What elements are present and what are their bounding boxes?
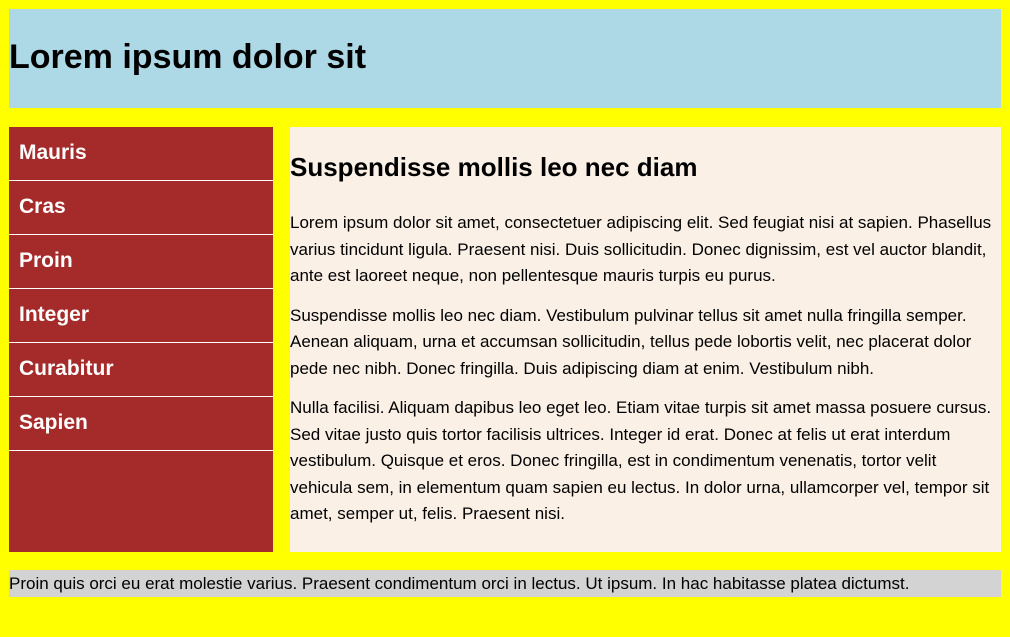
sidebar-menu: [9, 127, 273, 451]
sidebar-item-curabitur[interactable]: [9, 343, 273, 397]
sidebar-item-cras[interactable]: [9, 181, 273, 235]
sidebar-item-mauris[interactable]: [9, 127, 273, 181]
sidebar-item-label: Integer: [19, 303, 90, 326]
main-content: [290, 127, 1001, 552]
sidebar-item-label: Mauris: [19, 141, 87, 164]
sidebar-item-label: Cras: [19, 195, 66, 218]
sidebar-item-integer[interactable]: [9, 289, 273, 343]
content-paragraph: Nulla facilisi. Aliquam dapibus leo eget leo. Etiam vitae turpis sit amet massa posuere cursus. Sed vitae justo quis tortor facilisis ultrices. Integer id erat. Donec at felis ut erat interdum vestibulum. Quisque et eros. Donec fringilla, est in condimentum venenatis, tortor velit vehicula sem, in elementum quam sapien eu lectus. In dolor urna, ullamcorper vel, tempor sit amet, semper ut, felis. Praesent nisi.: [290, 398, 992, 523]
footer-text: Proin quis orci eu erat molestie varius. Praesent condimentum orci in lectus. Ut ipsum. In hac habitasse platea dictumst.: [9, 574, 910, 593]
content-paragraph: Suspendisse mollis leo nec diam. Vestibulum pulvinar tellus sit amet nulla fringilla semper. Aenean aliquam, urna et accumsan sollicitudin, tellus pede lobortis velit, nec placerat dolor pede nec nibh. Donec fringilla. Duis adipiscing diam at enim. Vestibulum nibh.: [290, 305, 972, 378]
page-title: Lorem ipsum dolor sit: [9, 38, 367, 76]
sidebar-item-label: Curabitur: [19, 357, 114, 380]
sidebar-item-label: Proin: [19, 249, 73, 272]
content-heading: Suspendisse mollis leo nec diam: [290, 152, 698, 182]
sidebar-item-proin[interactable]: [9, 235, 273, 289]
content-paragraph: Lorem ipsum dolor sit amet, consectetuer adipiscing elit. Sed feugiat nisi at sapien. Phasellus varius tincidunt ligula. Praesent nisi. Duis sollicitudin. Donec dignissim, est vel auctor blandit, ante est laoreet neque, non pellentesque mauris turpis eu purus.: [290, 213, 992, 285]
sidebar-item-sapien[interactable]: [9, 397, 273, 451]
content-body: [290, 210, 1001, 541]
page-footer: [9, 570, 1001, 597]
sidebar-nav: [9, 127, 273, 552]
page-header: [9, 9, 1001, 108]
sidebar-item-label: Sapien: [19, 411, 88, 434]
